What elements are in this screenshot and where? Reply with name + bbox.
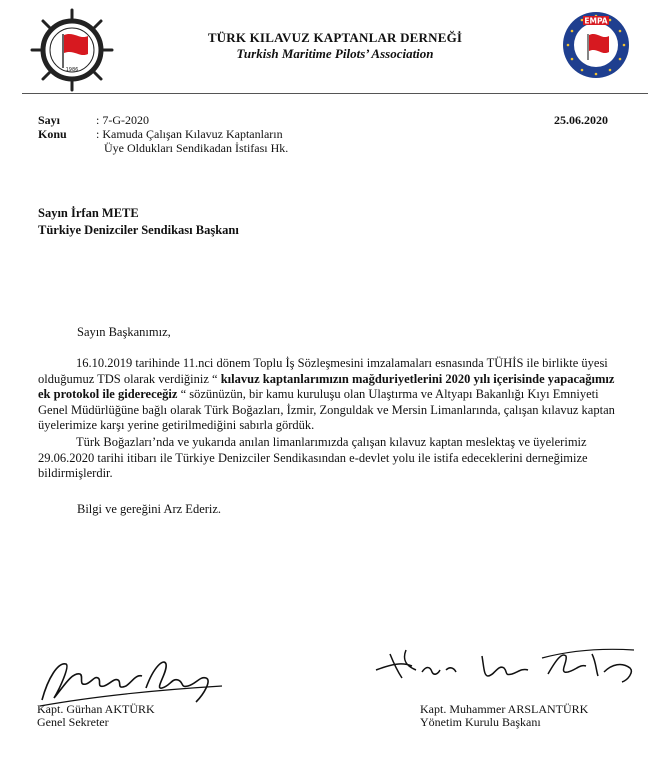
closing-line: Bilgi ve gereğini Arz Ederiz.	[77, 502, 222, 516]
svg-text:EMPA: EMPA	[584, 16, 608, 26]
header-divider	[22, 93, 648, 94]
letter-date: 25.06.2020	[554, 113, 608, 127]
recipient-name: Sayın İrfan METE	[38, 206, 139, 220]
recipient-block	[38, 205, 239, 239]
paragraph-2	[38, 435, 630, 482]
paragraph-1-end: “ sözünüzün, bir kamu kuruluşu olan Ulaştırma ve Altyapı Bakanlığı Kıyı Emniyeti Genel Müdürlüğüne bağlı olarak Türk Boğazları, İzmir, Zonguldak ve Mersin Limanlarında, çalışan kılavuz kaptan üyelerimize karşı yerine getirilmediğini sabırla gördük.	[38, 387, 615, 432]
signer-left-title: Genel Sekreter	[37, 715, 109, 729]
paragraph-1	[38, 356, 630, 434]
konu-label: Konu	[38, 127, 67, 141]
ship-wheel-flag-logo	[30, 8, 114, 92]
signer-left-name: Kapt. Gürhan AKTÜRK	[37, 702, 155, 716]
greeting: Sayın Başkanımız,	[77, 325, 171, 339]
signature-left	[36, 648, 226, 708]
signer-right-name: Kapt. Muhammer ARSLANTÜRK	[420, 702, 589, 716]
paragraph-1-start: 16.10.2019 tarihinde 11.nci dönem Toplu İş Sözleşmesini imzalamaları esnasında TÜHİS ile birlikte üyesi olduğumuz TDS olarak verdiğiniz “	[38, 356, 608, 386]
org-title: TÜRK KILAVUZ KAPTANLAR DERNEĞİ	[207, 30, 463, 45]
signature-right	[372, 636, 642, 686]
signer-right-title: Yönetim Kurulu Başkanı	[420, 715, 541, 729]
recipient-title: Türkiye Denizciler Sendikası Başkanı	[38, 223, 239, 237]
sayi-label: Sayı	[38, 113, 61, 127]
svg-text:1986: 1986	[65, 67, 79, 73]
signature-block-right	[420, 703, 588, 729]
org-subtitle: Turkish Maritime Pilots’ Association	[236, 46, 434, 61]
paragraph-2-text: Türk Boğazları’nda ve yukarıda anılan limanlarımızda çalışan kılavuz kaptan meslektaş ve üyelerimiz 29.06.2020 tarihi itibarı ile Türkiye Denizciler Sendikasından e-devlet yolu ile istifa edeceklerini derneğimize bildirmişlerdir.	[38, 435, 588, 480]
konu-line-1: : Kamuda Çalışan Kılavuz Kaptanların	[96, 127, 283, 141]
signature-block-left	[37, 703, 155, 729]
konu-line-2: Üye Oldukları Sendikadan İstifası Hk.	[104, 141, 289, 155]
empa-seal-logo	[561, 10, 631, 80]
sayi-value: : 7-G-2020	[96, 113, 149, 127]
paragraph-1-quote: kılavuz kaptanlarımızın mağduriyetlerini 2020 yılı içerisinde yapacağımız ek protokol ile gidereceğiz	[38, 371, 615, 401]
